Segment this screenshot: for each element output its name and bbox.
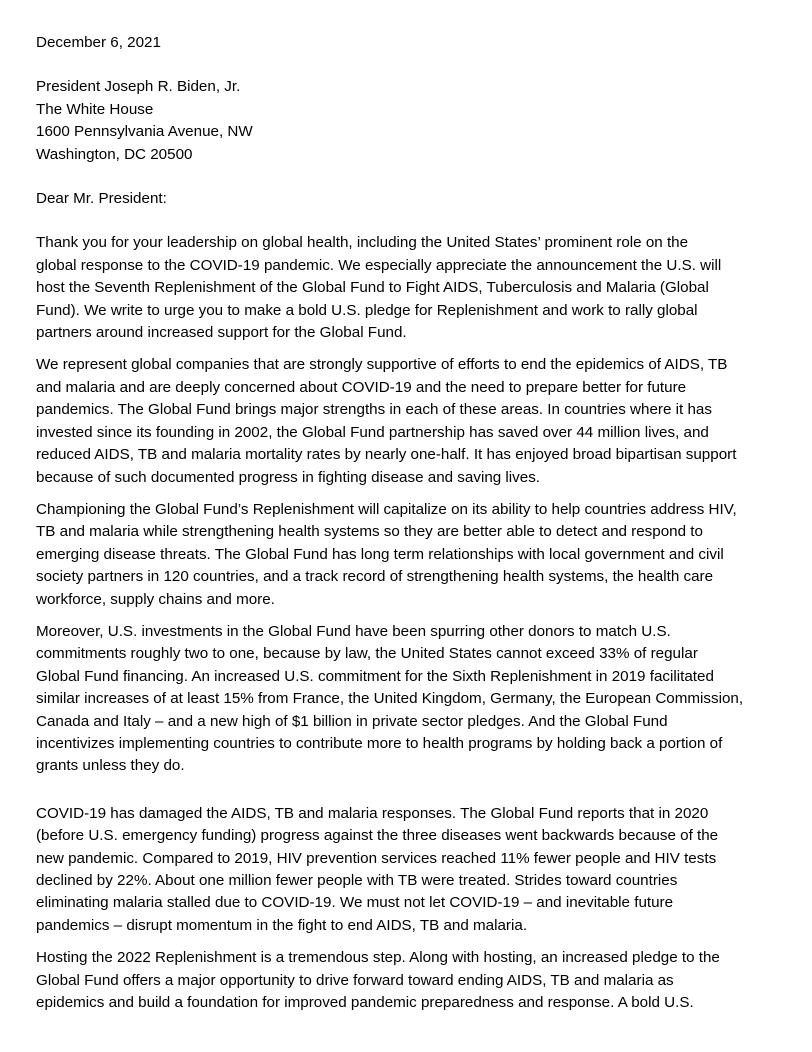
paragraph-line: global response to the COVID-19 pandemic. We especially appreciate the announcement the U.S. will <box>36 256 722 274</box>
paragraph-hosting <box>36 947 776 1014</box>
paragraph-line: partners around increased support for the Global Fund. <box>36 324 407 342</box>
paragraph-line: Fund). We write to urge you to make a bold U.S. pledge for Replenishment and work to rally global <box>36 301 698 319</box>
paragraph-line: Thank you for your leadership on global health, including the United States’ prominent role on the <box>36 234 689 252</box>
date-line: December 6, 2021 <box>36 34 161 51</box>
paragraph-line: grants unless they do. <box>36 757 185 775</box>
paragraph-line: (before U.S. emergency funding) progress against the three diseases went backwards because of the <box>36 827 719 845</box>
paragraph-line: commitments roughly two to one, because by law, the United States cannot exceed 33% of regular <box>36 645 698 663</box>
recipient-line: President Joseph R. Biden, Jr. <box>36 78 241 96</box>
paragraph-intro <box>36 232 776 344</box>
letter-page <box>36 32 776 1024</box>
recipient-address <box>36 76 776 166</box>
letter-date <box>36 32 776 54</box>
paragraph-line: Global Fund financing. An increased U.S. commitment for the Sixth Replenishment in 2019 facilitated <box>36 667 714 685</box>
paragraph-investments <box>36 621 776 778</box>
paragraph-line: Championing the Global Fund’s Replenishment will capitalize on its ability to help countries address HIV, <box>36 500 737 518</box>
paragraph-line: Global Fund offers a major opportunity to drive forward toward ending AIDS, TB and malaria as <box>36 971 674 989</box>
recipient-line: 1600 Pennsylvania Avenue, NW <box>36 123 253 141</box>
recipient-line: Washington, DC 20500 <box>36 145 193 163</box>
recipient-line: The White House <box>36 100 154 118</box>
paragraph-championing <box>36 499 776 611</box>
paragraph-line: eliminating malaria stalled due to COVID-19. We must not let COVID-19 – and inevitable future <box>36 894 674 912</box>
paragraph-line: because of such documented progress in fighting disease and saving lives. <box>36 468 541 486</box>
paragraph-line: and malaria and are deeply concerned about COVID-19 and the need to prepare better for future <box>36 378 687 396</box>
paragraph-line: epidemics and build a foundation for improved pandemic preparedness and response. A bold U.S. <box>36 994 694 1012</box>
paragraph-line: incentivizes implementing countries to contribute more to health programs by holding back a portion of <box>36 734 723 752</box>
paragraph-line: Canada and Italy – and a new high of $1 billion in private sector pledges. And the Global Fund <box>36 712 668 730</box>
paragraph-line: COVID-19 has damaged the AIDS, TB and malaria responses. The Global Fund reports that in 2020 <box>36 804 709 822</box>
paragraph-line: TB and malaria while strengthening health systems so they are better able to detect and respond to <box>36 523 703 541</box>
paragraph-line: declined by 22%. About one million fewer people with TB were treated. Strides toward countries <box>36 872 678 889</box>
paragraph-companies <box>36 354 776 488</box>
paragraph-line: similar increases of at least 15% from France, the United Kingdom, Germany, the European Commission, <box>36 690 744 708</box>
paragraph-line: host the Seventh Replenishment of the Global Fund to Fight AIDS, Tuberculosis and Malaria (Global <box>36 279 709 297</box>
paragraph-line: Hosting the 2022 Replenishment is a tremendous step. Along with hosting, an increased pledge to the <box>36 949 720 967</box>
paragraph-covid <box>36 803 776 937</box>
paragraph-line: We represent global companies that are strongly supportive of efforts to end the epidemics of AIDS, TB <box>36 356 728 374</box>
paragraph-line: pandemics – disrupt momentum in the fight to end AIDS, TB and malaria. <box>36 916 528 934</box>
paragraph-line: emerging disease threats. The Global Fund has long term relationships with local government and civil <box>36 545 724 563</box>
paragraph-line: society partners in 120 countries, and a track record of strengthening health systems, the health care <box>36 568 714 586</box>
paragraph-line: reduced AIDS, TB and malaria mortality rates by nearly one-half. It has enjoyed broad bipartisan support <box>36 446 737 464</box>
paragraph-line: pandemics. The Global Fund brings major strengths in each of these areas. In countries where it has <box>36 401 712 419</box>
paragraph-line: new pandemic. Compared to 2019, HIV prevention services reached 11% fewer people and HIV tests <box>36 849 717 867</box>
paragraph-line: workforce, supply chains and more. <box>36 590 275 608</box>
paragraph-line: Moreover, U.S. investments in the Global Fund have been spurring other donors to match U.S. <box>36 622 671 640</box>
paragraph-line: invested since its founding in 2002, the Global Fund partnership has saved over 44 million lives, and <box>36 423 709 441</box>
salutation <box>36 188 776 210</box>
salutation-line: Dear Mr. President: <box>36 190 167 208</box>
